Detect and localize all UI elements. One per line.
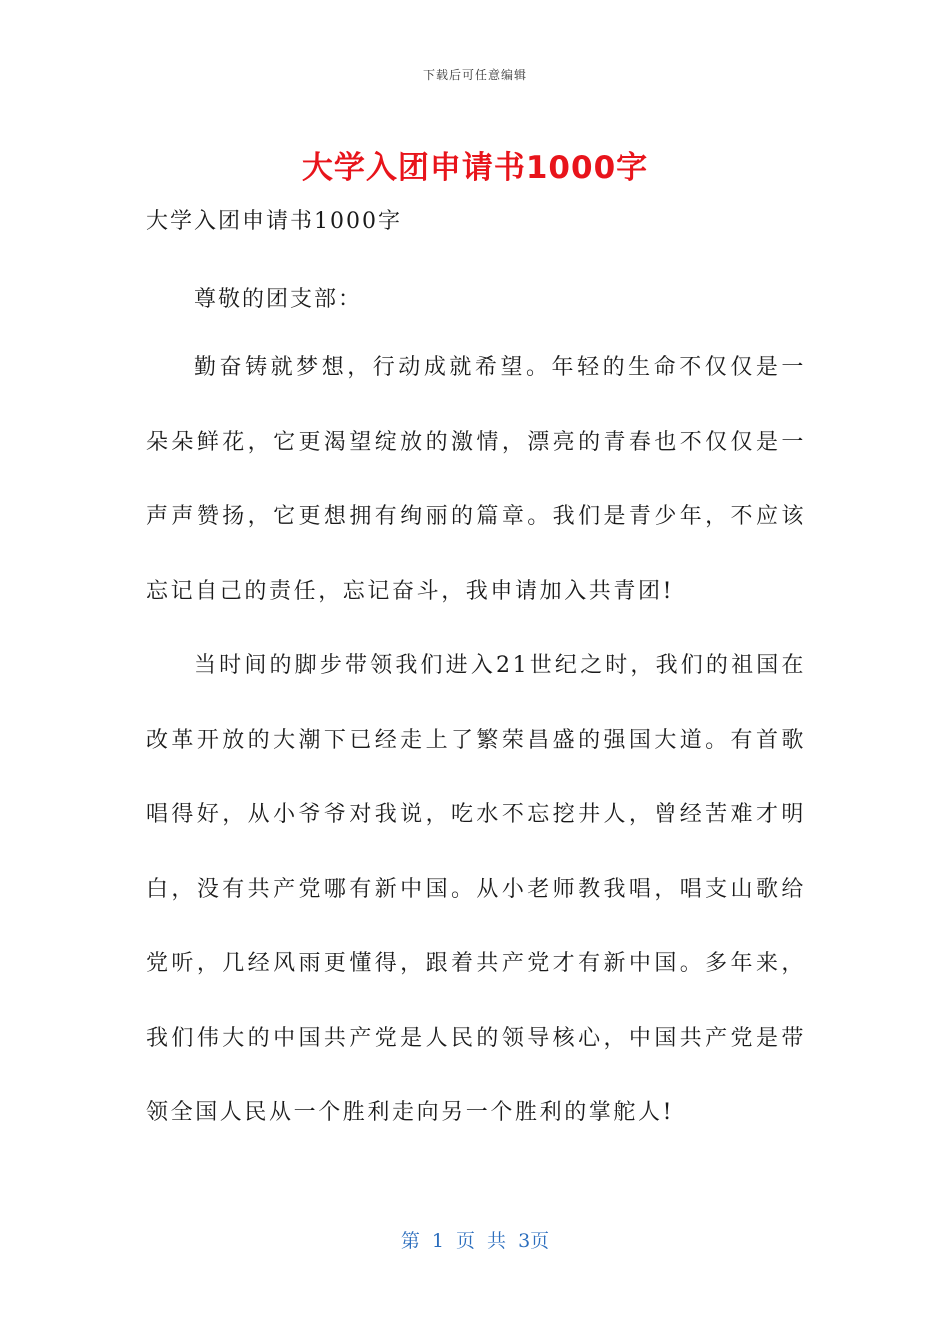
- paragraph: 勤奋铸就梦想，行动成就希望。年轻的生命不仅仅是一朵朵鲜花，它更渴望绽放的激情，漂亮的青春也不仅仅是一声声赞扬，它更想拥有绚丽的篇章。我们是青少年，不应该忘记自己的责任，忘记奋斗，我申请加入共青团!: [146, 355, 806, 604]
- paragraph: 当时间的脚步带领我们进入21世纪之时，我们的祖国在改革开放的大潮下已经走上了繁荣昌盛的强国大道。有首歌唱得好，从小爷爷对我说，吃水不忘挖井人，曾经苦难才明白，没有共产党哪有新中国。从小老师教我唱，唱支山歌给党听，几经风雨更懂得，跟着共产党才有新中国。多年来，我们伟大的中国共产党是人民的领导核心，中国共产党是带领全国人民从一个胜利走向另一个胜利的掌舵人!: [146, 653, 806, 1125]
- page-number: 第 1 页 共 3页: [400, 1230, 550, 1252]
- document-subtitle: 大学入团申请书1000字: [146, 209, 402, 234]
- header-note: 下载后可任意编辑: [422, 68, 527, 82]
- document-title: 大学入团申请书1000字: [301, 150, 649, 186]
- greeting: 尊敬的团支部：: [194, 287, 363, 312]
